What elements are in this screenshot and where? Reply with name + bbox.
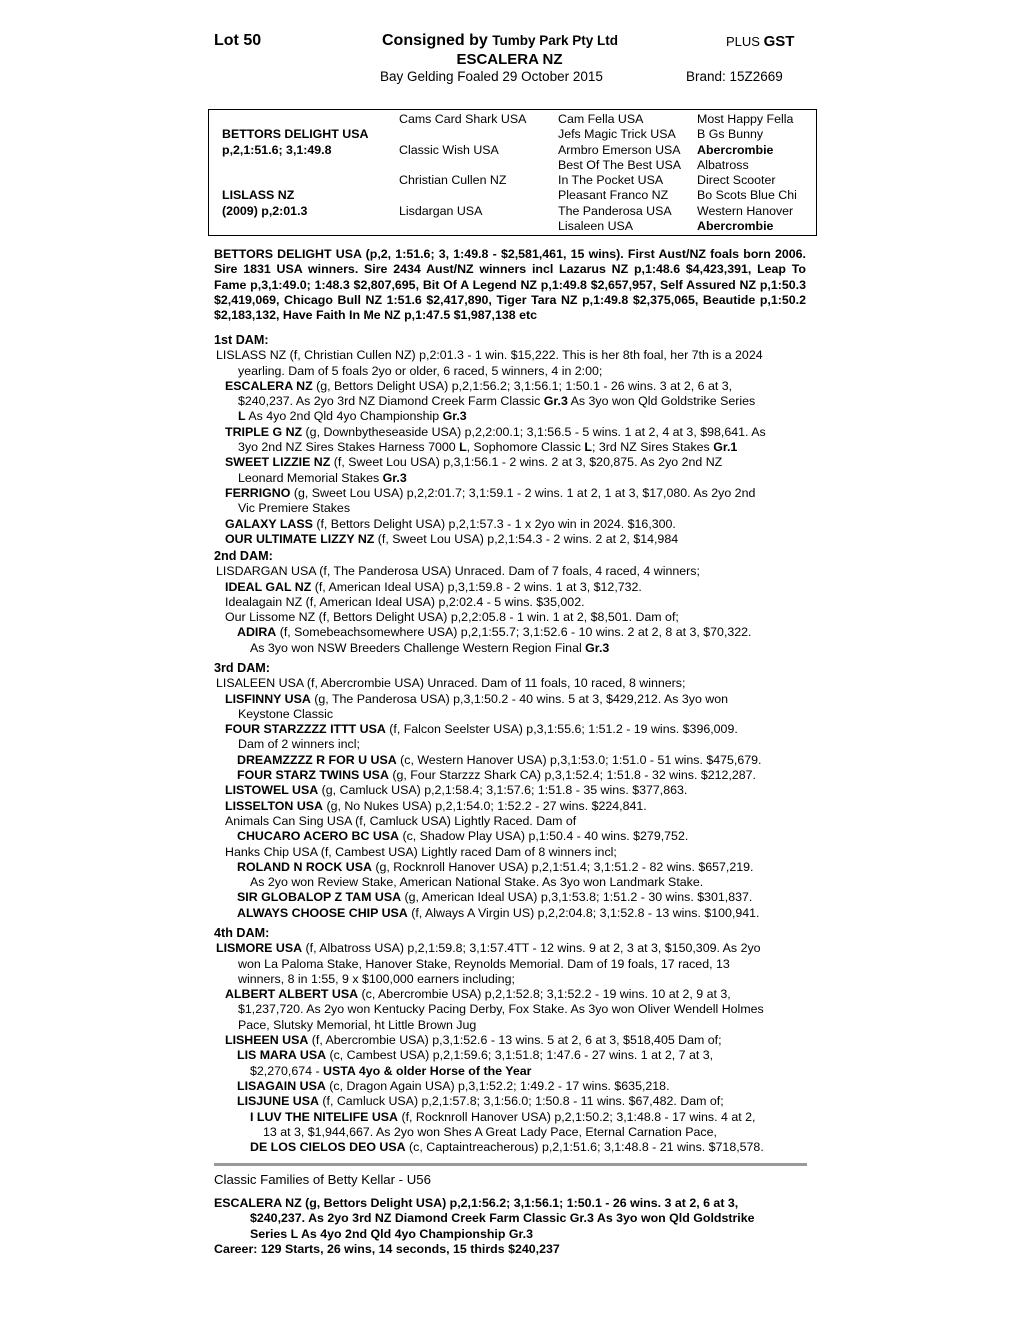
progeny-line: 3yo 2nd NZ Sires Stakes Harness 7000 L, Sophomore Classic L; 3rd NZ Sires Stakes Gr.1 (238, 440, 738, 455)
progeny-line: Idealagain NZ (f, American Ideal USA) p,2:02.4 - 5 wins. $35,002. (225, 594, 585, 609)
pedigree-g2: Jefs Magic Trick USA (558, 127, 676, 141)
progeny-line: TRIPLE G NZ (g, Downbytheseaside USA) p,2,2:00.1; 3,1:56.5 - 5 wins. 1 at 2, 4 at 3, $98,641. As (225, 424, 766, 439)
progeny-line: Our Lissome NZ (f, Bettors Delight USA) p,2,2:05.8 - 1 win. 1 at 2, $8,501. Dam of; (225, 610, 679, 625)
progeny-line: DREAMZZZZ R FOR U USA (c, Western Hanover USA) p,3,1:53.0; 1:51.0 - 51 wins. $475,679. (237, 752, 762, 767)
progeny-line: ADIRA (f, Somebeachsomewhere USA) p,2,1:55.7; 3,1:52.6 - 10 wins. 2 at 2, 8 at 3, $70,322. (237, 625, 752, 640)
pedigree-g2: Armbro Emerson USA (558, 143, 681, 157)
progeny-line: ROLAND N ROCK USA (g, Rocknroll Hanover USA) p,2,1:51.4; 3,1:51.2 - 82 wins. $657,219. (237, 859, 754, 874)
pedigree-g3: Bo Scots Blue Chi (697, 188, 797, 202)
horse-description: Bay Gelding Foaled 29 October 2015 (380, 69, 603, 84)
progeny-line: LISHEEN USA (f, Abercrombie USA) p,3,1:52.6 - 13 wins. 5 at 2, 6 at 3, $518,405 Dam of; (225, 1033, 722, 1048)
classic-summary (214, 1196, 806, 1257)
progeny-line: As 2yo won Review Stake, American National Stake. As 3yo won Landmark Stake. (250, 875, 704, 890)
consigned-by (382, 32, 618, 50)
progeny-line: Hanks Chip USA (f, Cambest USA) Lightly raced Dam of 8 winners incl; (225, 844, 617, 859)
progeny-line: $2,270,674 - USTA 4yo & older Horse of the Year (250, 1063, 532, 1078)
pedigree-g3: Abercrombie (697, 219, 774, 233)
progeny-line: OUR ULTIMATE LIZZY NZ (f, Sweet Lou USA) p,2,1:54.3 - 2 wins. 2 at 2, $14,984 (225, 531, 679, 546)
fourth-dam-heading: 4th DAM: (214, 926, 270, 940)
pedigree-dam-name: LISLASS NZ (222, 188, 295, 202)
progeny-line: 13 at 3, $1,944,667. As 2yo won Shes A Great Lady Pace, Eternal Carnation Pace, (263, 1124, 717, 1139)
summary-line: ESCALERA NZ (g, Bettors Delight USA) p,2,1:56.2; 3,1:56.1; 1:50.1 - 26 wins. 3 at 2, 6 at 3, (214, 1196, 739, 1210)
progeny-line: Animals Can Sing USA (f, Camluck USA) Lightly Raced. Dam of (225, 813, 577, 828)
progeny-line: L As 4yo 2nd Qld 4yo Championship Gr.3 (238, 409, 467, 424)
progeny-line: LISFINNY USA (g, The Panderosa USA) p,3,1:50.2 - 40 wins. 5 at 3, $429,212. As 3yo won (225, 691, 729, 706)
pedigree-g3: B Gs Bunny (697, 127, 764, 141)
progeny-line: Vic Premiere Stakes (238, 501, 351, 516)
career-line: Career: 129 Starts, 26 wins, 14 seconds, 15 thirds $240,237 (214, 1241, 560, 1256)
pedigree-g2: Cam Fella USA (558, 112, 644, 126)
dam-line: winners, 8 in 1:55, 9 x $100,000 earners including; (238, 971, 515, 986)
progeny-line: Keystone Classic (238, 706, 334, 721)
first-dam-section (214, 333, 806, 547)
pedigree-g2: The Panderosa USA (558, 204, 672, 218)
fourth-dam-section (214, 926, 806, 1155)
pedigree-sire-name: BETTORS DELIGHT USA (222, 127, 369, 141)
summary-line: $240,237. As 2yo 3rd NZ Diamond Creek Farm Classic Gr.3 As 3yo won Qld Goldstrike (250, 1211, 755, 1226)
pedigree-g1: Cams Card Shark USA (399, 112, 527, 126)
progeny-line: ALBERT ALBERT USA (c, Abercrombie USA) p,2,1:52.8; 3,1:52.2 - 19 wins. 10 at 2, 9 at 3, (225, 987, 731, 1002)
pedigree-g3: Western Hanover (697, 204, 794, 218)
progeny-line: ALWAYS CHOOSE CHIP USA (f, Always A Virgin US) p,2,2:04.8; 3,1:52.8 - 13 wins. $100,941. (237, 905, 760, 920)
third-dam-heading: 3rd DAM: (214, 661, 270, 675)
lot-number: Lot 50 (214, 32, 262, 49)
pedigree-dam-record: (2009) p,2:01.3 (222, 204, 308, 218)
pedigree-g2: In The Pocket USA (558, 173, 664, 187)
plus-label: PLUS (726, 34, 760, 49)
pedigree-sire-record: p,2,1:51.6; 3,1:49.8 (222, 143, 332, 157)
progeny-line: GALAXY LASS (f, Bettors Delight USA) p,2,1:57.3 - 1 x 2yo win in 2024. $16,300. (225, 516, 676, 531)
progeny-line: Pace, Slutsky Memorial, ht Little Brown Jug (238, 1017, 477, 1032)
progeny-line: CHUCARO ACERO BC USA (c, Shadow Play USA) p,1:50.4 - 40 wins. $279,752. (237, 829, 689, 844)
progeny-line: LISJUNE USA (f, Camluck USA) p,2,1:57.8; 3,1:56.0; 1:50.8 - 11 wins. $67,482. Dam of; (237, 1094, 724, 1109)
gst-label: GST (763, 33, 795, 50)
progeny-line: LISTOWEL USA (g, Camluck USA) p,2,1:58.4; 3,1:57.6; 1:51.8 - 35 wins. $377,863. (225, 783, 688, 798)
section-divider (214, 1163, 807, 1166)
dam-line: LISDARGAN USA (f, The Panderosa USA) Unraced. Dam of 7 foals, 4 raced, 4 winners; (216, 564, 700, 579)
dam-line: won La Paloma Stake, Hanover Stake, Reynolds Memorial. Dam of 19 foals, 17 raced, 13 (238, 956, 730, 971)
progeny-line: As 3yo won NSW Breeders Challenge Western Region Final Gr.3 (250, 640, 610, 655)
consigned-by-label: Consigned by (382, 32, 488, 49)
pedigree-g1: Lisdargan USA (399, 204, 483, 218)
dam-line: LISMORE USA (f, Albatross USA) p,2,1:59.8; 3,1:57.4TT - 12 wins. 9 at 2, 3 at 3, $150,309. As 2yo (216, 941, 761, 956)
progeny-line: FERRIGNO (g, Sweet Lou USA) p,2,2:01.7; 3,1:59.1 - 2 wins. 1 at 2, 1 at 3, $17,080. As 2yo 2nd (225, 485, 756, 500)
progeny-line: Dam of 2 winners incl; (238, 737, 360, 752)
pedigree-g1: Christian Cullen NZ (399, 173, 507, 187)
pedigree-g2: Lisaleen USA (558, 219, 634, 233)
second-dam-section (214, 549, 806, 656)
brand: Brand: 15Z2669 (686, 69, 783, 84)
progeny-line: I LUV THE NITELIFE USA (f, Rocknroll Hanover USA) p,2,1:50.2; 3,1:48.8 - 17 wins. 4 at 2, (250, 1109, 756, 1124)
pedigree-g3: Most Happy Fella (697, 112, 794, 126)
progeny-line: SIR GLOBALOP Z TAM USA (g, American Ideal USA) p,3,1:53.8; 1:51.2 - 30 wins. $301,837. (237, 890, 753, 905)
progeny-line: $240,237. As 2yo 3rd NZ Diamond Creek Farm Classic Gr.3 As 3yo won Qld Goldstrike Series (238, 394, 756, 409)
sire-summary: BETTORS DELIGHT USA (p,2, 1:51.6; 3, 1:49.8 - $2,581,461, 15 wins). First Aust/NZ foals born 2006. Sire 1831 USA winners. Sire 2434 Aust/NZ winners incl Lazarus NZ p,1:48.6 $4,423,391, Leap To Fame p,3,1:49.0; 1:48.3 $2,807,695, Bit Of A Legend NZ p,1:49.8 $2,657,957, Self Assured NZ p,1:50.3 $2,419,069, Chicago Bull NZ 1:51.6 $2,417,890, Tiger Tara NZ p,1:49.8 $2,375,065, Beautide p,1:50.2 $2,183,132, Have Faith In Me NZ p,1:47.5 $1,987,138 etc (214, 247, 806, 323)
progeny-line: IDEAL GAL NZ (f, American Ideal USA) p,3,1:59.8 - 2 wins. 1 at 3, $12,732. (225, 579, 642, 594)
progeny-line: DE LOS CIELOS DEO USA (c, Captaintreacherous) p,2,1:51.6; 3,1:48.8 - 21 wins. $718,578. (250, 1140, 764, 1155)
progeny-line: FOUR STARZZZZ ITTT USA (f, Falcon Seelster USA) p,3,1:55.6; 1:51.2 - 19 wins. $396,009. (225, 722, 738, 737)
progeny-line: LISAGAIN USA (c, Dragon Again USA) p,3,1:52.2; 1:49.2 - 17 wins. $635,218. (237, 1078, 670, 1093)
progeny-line: ESCALERA NZ (g, Bettors Delight USA) p,2,1:56.2; 3,1:56.1; 1:50.1 - 26 wins. 3 at 2, 6 at 3, (225, 378, 733, 393)
pedigree-g3: Abercrombie (697, 143, 774, 157)
pedigree-g1: Classic Wish USA (399, 143, 499, 157)
first-dam-heading: 1st DAM: (214, 333, 269, 347)
horse-name-wrap (0, 51, 1021, 68)
classic-families-heading: Classic Families of Betty Kellar - U56 (214, 1172, 431, 1187)
progeny-line: Leonard Memorial Stakes Gr.3 (238, 470, 407, 485)
second-dam-heading: 2nd DAM: (214, 549, 273, 563)
summary-line: Series L As 4yo 2nd Qld 4yo Championship Gr.3 (250, 1226, 533, 1241)
progeny-line: SWEET LIZZIE NZ (f, Sweet Lou USA) p,3,1:56.1 - 2 wins. 2 at 3, $20,875. As 2yo 2nd NZ (225, 455, 723, 470)
dam-line: LISALEEN USA (f, Abercrombie USA) Unraced. Dam of 11 foals, 10 raced, 8 winners; (216, 676, 686, 691)
pedigree-g3: Direct Scooter (697, 173, 776, 187)
third-dam-section (214, 661, 806, 921)
pedigree-g3: Albatross (697, 158, 749, 172)
horse-name: ESCALERA NZ (456, 51, 563, 68)
dam-line: LISLASS NZ (f, Christian Cullen NZ) p,2:01.3 - 1 win. $15,222. This is her 8th foal, her 7th is a 2024 (216, 348, 763, 363)
progeny-line: LISSELTON USA (g, No Nukes USA) p,2,1:54.0; 1:52.2 - 27 wins. $224,841. (225, 798, 647, 813)
progeny-line: FOUR STARZ TWINS USA (g, Four Starzzz Shark CA) p,3,1:52.4; 1:51.8 - 32 wins. $212,287. (237, 768, 756, 783)
plus-gst (726, 33, 794, 50)
pedigree-g2: Best Of The Best USA (558, 158, 682, 172)
pedigree-g2: Pleasant Franco NZ (558, 188, 669, 202)
progeny-line: $1,237,720. As 2yo won Kentucky Pacing Derby, Fox Stake. As 3yo won Oliver Wendell Holmes (238, 1002, 764, 1017)
dam-line: yearling. Dam of 5 foals 2yo or older, 6 raced, 5 winners, 4 in 2:00; (238, 363, 603, 378)
pedigree-box (208, 109, 817, 236)
progeny-line: LIS MARA USA (c, Cambest USA) p,2,1:59.6; 3,1:51.8; 1:47.6 - 27 wins. 1 at 2, 7 at 3, (237, 1048, 714, 1063)
consignor-name: Tumby Park Pty Ltd (492, 33, 619, 48)
